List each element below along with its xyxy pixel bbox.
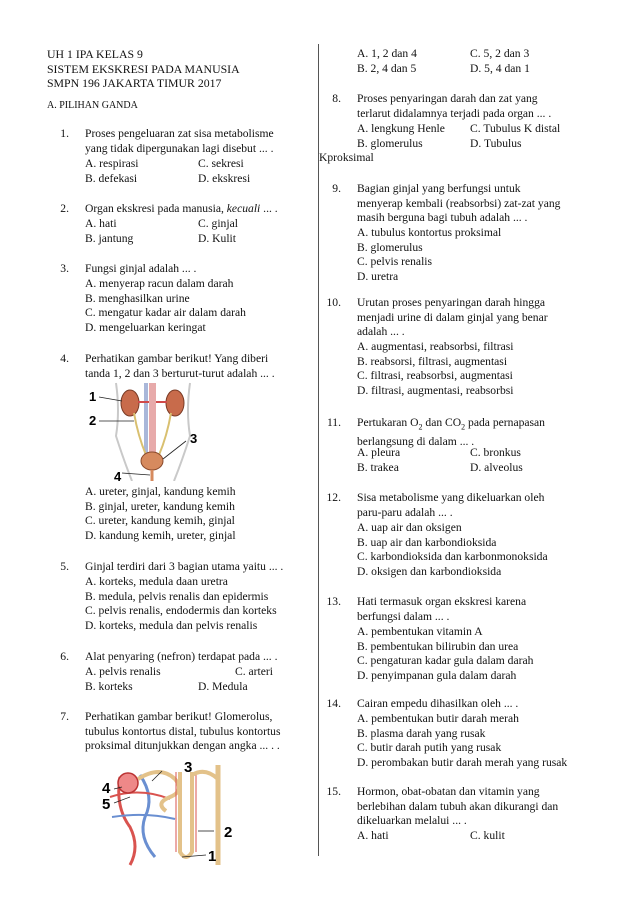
- option-a[interactable]: A. 1, 2 dan 4: [357, 47, 417, 60]
- option-a[interactable]: A. tubulus kontortus proksimal: [357, 226, 502, 239]
- question-text: Perhatikan gambar berikut! Glomerolus, tubulus kontortus distal, tubulus kontortus proksimal ditunjukkan dengan angka ... . .: [85, 710, 281, 753]
- question-text: Bagian ginjal yang berfungsi untuk menyerap kembali (reabsorbsi) zat-zat yang masih berguna bagi tubuh adalah ... .: [357, 182, 561, 225]
- exam-subject: SISTEM EKSKRESI PADA MANUSIA: [47, 61, 240, 76]
- option-b[interactable]: B. defekasi: [85, 171, 138, 185]
- figure-label-2: 2: [224, 824, 233, 841]
- option-d[interactable]: D. Kulit: [198, 231, 237, 245]
- figure-label-3: 3: [190, 431, 198, 446]
- option-c[interactable]: C. ginjal: [198, 217, 238, 230]
- option-b[interactable]: B. korteks: [85, 679, 133, 693]
- exam-school: SMPN 196 JAKARTA TIMUR 2017: [47, 76, 222, 91]
- option-b[interactable]: B. pembentukan bilirubin dan urea: [357, 639, 519, 653]
- option-d[interactable]: D. oksigen dan karbondioksida: [357, 564, 502, 578]
- nephron-figure: [100, 757, 240, 869]
- question-number: 15.: [326, 785, 341, 798]
- answer-options: [85, 485, 236, 543]
- option-d[interactable]: D. alveolus: [470, 460, 523, 474]
- option-d[interactable]: D. kandung kemih, ureter, ginjal: [85, 528, 236, 542]
- figure-label-5: 5: [102, 796, 111, 813]
- option-b[interactable]: B. 2, 4 dan 5: [357, 61, 417, 75]
- ureter-right-shape: [159, 413, 171, 455]
- option-c[interactable]: C. sekresi: [198, 157, 244, 170]
- question-text: Proses penyaringan darah dan zat yang terlarut didalamnya terjadi pada organ ... .: [357, 92, 552, 120]
- figure-label-4: 4: [114, 469, 122, 481]
- question-text: Cairan empedu dihasilkan oleh ... .: [357, 697, 519, 710]
- figure-label-1: 1: [89, 389, 97, 404]
- loop-of-henle-shape: [180, 772, 192, 857]
- figure-label-4: 4: [102, 780, 111, 797]
- question-number: 2.: [60, 202, 69, 215]
- option-c[interactable]: C. filtrasi, reabsorbsi, augmentasi: [357, 369, 513, 383]
- option-b[interactable]: B. trakea: [357, 460, 399, 474]
- option-b[interactable]: B. medula, pelvis renalis dan epidermis: [85, 589, 269, 603]
- option-c[interactable]: C. karbondioksida dan karbonmonoksida: [357, 550, 548, 564]
- option-d[interactable]: D. filtrasi, augmentasi, reabsorbsi: [357, 383, 514, 397]
- answer-options: [357, 226, 501, 284]
- option-c[interactable]: C. bronkus: [470, 446, 521, 459]
- question-text: Proses pengeluaran zat sisa metabolisme yang tidak dipergunakan lagi disebut ... .: [85, 127, 274, 155]
- question-number: 6.: [60, 650, 69, 663]
- option-a[interactable]: A. hati: [85, 217, 117, 230]
- kidney-left-shape: [121, 390, 139, 416]
- glomerulus-shape: [118, 773, 138, 793]
- option-d[interactable]: D. Tubulus: [470, 136, 522, 150]
- figure-label-2: 2: [89, 413, 97, 428]
- figure-label-3: 3: [184, 759, 193, 776]
- option-a[interactable]: A. respirasi: [85, 157, 139, 170]
- question-number: 4.: [60, 352, 69, 365]
- option-d-wrap: Kproksimal: [319, 151, 374, 164]
- option-b[interactable]: B. glomerulus: [357, 136, 423, 150]
- option-a[interactable]: A. hati: [357, 829, 389, 842]
- question-number: 5.: [60, 560, 69, 573]
- question-number: 1.: [60, 127, 69, 140]
- option-b[interactable]: B. menghasilkan urine: [85, 291, 190, 305]
- question-number: 10.: [326, 296, 341, 309]
- question-number: 7.: [60, 710, 69, 723]
- question-text: Ginjal terdiri dari 3 bagian utama yaitu ... .: [85, 560, 284, 573]
- answer-options: [357, 712, 567, 770]
- option-c[interactable]: C. pelvis renalis: [357, 255, 433, 269]
- option-c[interactable]: C. pelvis renalis, endodermis dan korteks: [85, 604, 277, 618]
- question-number: 12.: [326, 491, 341, 504]
- option-d[interactable]: D. 5, 4 dan 1: [470, 61, 530, 75]
- question-number: 3.: [60, 262, 69, 275]
- option-a[interactable]: A. pembentukan butir darah merah: [357, 712, 519, 725]
- option-d[interactable]: D. ekskresi: [198, 171, 251, 185]
- tubule-shape: [138, 772, 179, 811]
- option-d[interactable]: D. Medula: [198, 679, 248, 693]
- option-a[interactable]: A. korteks, medula daan uretra: [85, 575, 228, 588]
- option-a[interactable]: A. menyerap racun dalam darah: [85, 277, 234, 290]
- question-text: Alat penyaring (nefron) terdapat pada ... .: [85, 650, 278, 663]
- question-number: 13.: [326, 595, 341, 608]
- option-a[interactable]: A. pleura: [357, 446, 401, 459]
- question-number: 8.: [332, 92, 341, 105]
- answer-options: [85, 277, 246, 335]
- option-b[interactable]: B. ginjal, ureter, kandung kemih: [85, 499, 235, 513]
- option-c[interactable]: C. kulit: [470, 829, 505, 842]
- option-d[interactable]: D. perombakan butir darah merah yang rusak: [357, 755, 568, 769]
- option-c[interactable]: C. Tubulus K distal: [470, 122, 561, 135]
- question-text: Hati termasuk organ ekskresi karena berfungsi dalam ... .: [357, 595, 527, 623]
- option-d[interactable]: D. penyimpanan gula dalam darah: [357, 668, 517, 682]
- option-c[interactable]: C. ureter, kandung kemih, ginjal: [85, 514, 235, 528]
- question-text: Fungsi ginjal adalah ... .: [85, 262, 197, 275]
- kidney-right-shape: [166, 390, 184, 416]
- question-number: 11.: [326, 416, 341, 429]
- option-a[interactable]: A. lengkung Henle: [357, 122, 445, 135]
- option-c[interactable]: C. mengatur kadar air dalam darah: [85, 306, 246, 320]
- exam-header: [47, 47, 240, 91]
- question-text: Sisa metabolisme yang dikeluarkan oleh paru-paru adalah ... .: [357, 491, 545, 519]
- option-b[interactable]: B. jantung: [85, 231, 134, 245]
- question-text: Pertukaran $O_2$ dan $CO_2$ pada pernapasan berlangsung di dalam ... .: [357, 416, 545, 448]
- section-title: A. PILIHAN GANDA: [47, 100, 138, 111]
- option-d[interactable]: D. mengeluarkan keringat: [85, 320, 206, 334]
- option-b[interactable]: B. uap air dan karbondioksida: [357, 535, 497, 549]
- column-divider: [318, 44, 319, 856]
- aorta-shape: [149, 383, 156, 461]
- answer-options: [85, 575, 277, 633]
- option-a[interactable]: A. uap air dan oksigen: [357, 521, 462, 534]
- question-number: 9.: [332, 182, 341, 195]
- question-text: Urutan proses penyaringan darah hingga menjadi urine di dalam ginjal yang benar adalah ... .: [357, 296, 548, 339]
- question-text: Hormon, obat-obatan dan vitamin yang berlebihan dalam tubuh akan dikurangi dan dikeluarkan melalui ... .: [357, 785, 559, 828]
- figure-label-1: 1: [208, 848, 217, 865]
- option-c[interactable]: C. butir darah putih yang rusak: [357, 741, 502, 755]
- question-text: Perhatikan gambar berikut! Yang diberi tanda 1, 2 dan 3 berturut-turut adalah ... .: [85, 352, 275, 380]
- option-d[interactable]: D. korteks, medula dan pelvis renalis: [85, 618, 258, 632]
- exam-title: UH 1 IPA KELAS 9: [47, 47, 143, 61]
- bladder-shape: [141, 452, 163, 470]
- answer-options: [357, 340, 513, 398]
- option-a[interactable]: A. ureter, ginjal, kandung kemih: [85, 485, 236, 498]
- leader-line: [114, 797, 130, 803]
- option-c[interactable]: C. pengaturan kadar gula dalam darah: [357, 654, 534, 668]
- option-c[interactable]: C. arteri: [235, 665, 273, 678]
- option-a[interactable]: A. pelvis renalis: [85, 665, 161, 678]
- answer-options: [357, 521, 548, 579]
- option-d[interactable]: D. uretra: [357, 269, 399, 283]
- option-b[interactable]: B. glomerulus: [357, 240, 423, 254]
- leader-line: [122, 473, 150, 475]
- option-c[interactable]: C. 5, 2 dan 3: [470, 47, 530, 60]
- option-a[interactable]: A. pembentukan vitamin A: [357, 625, 483, 638]
- question-number: 14.: [326, 697, 341, 710]
- urinary-system-figure: [86, 381, 206, 481]
- option-b[interactable]: B. reabsorsi, filtrasi, augmentasi: [357, 354, 508, 368]
- answer-options: [357, 625, 533, 683]
- question-text: Organ ekskresi pada manusia, kecuali ... .: [85, 202, 278, 215]
- option-b[interactable]: B. plasma darah yang rusak: [357, 726, 486, 740]
- option-a[interactable]: A. augmentasi, reabsorbsi, filtrasi: [357, 340, 514, 353]
